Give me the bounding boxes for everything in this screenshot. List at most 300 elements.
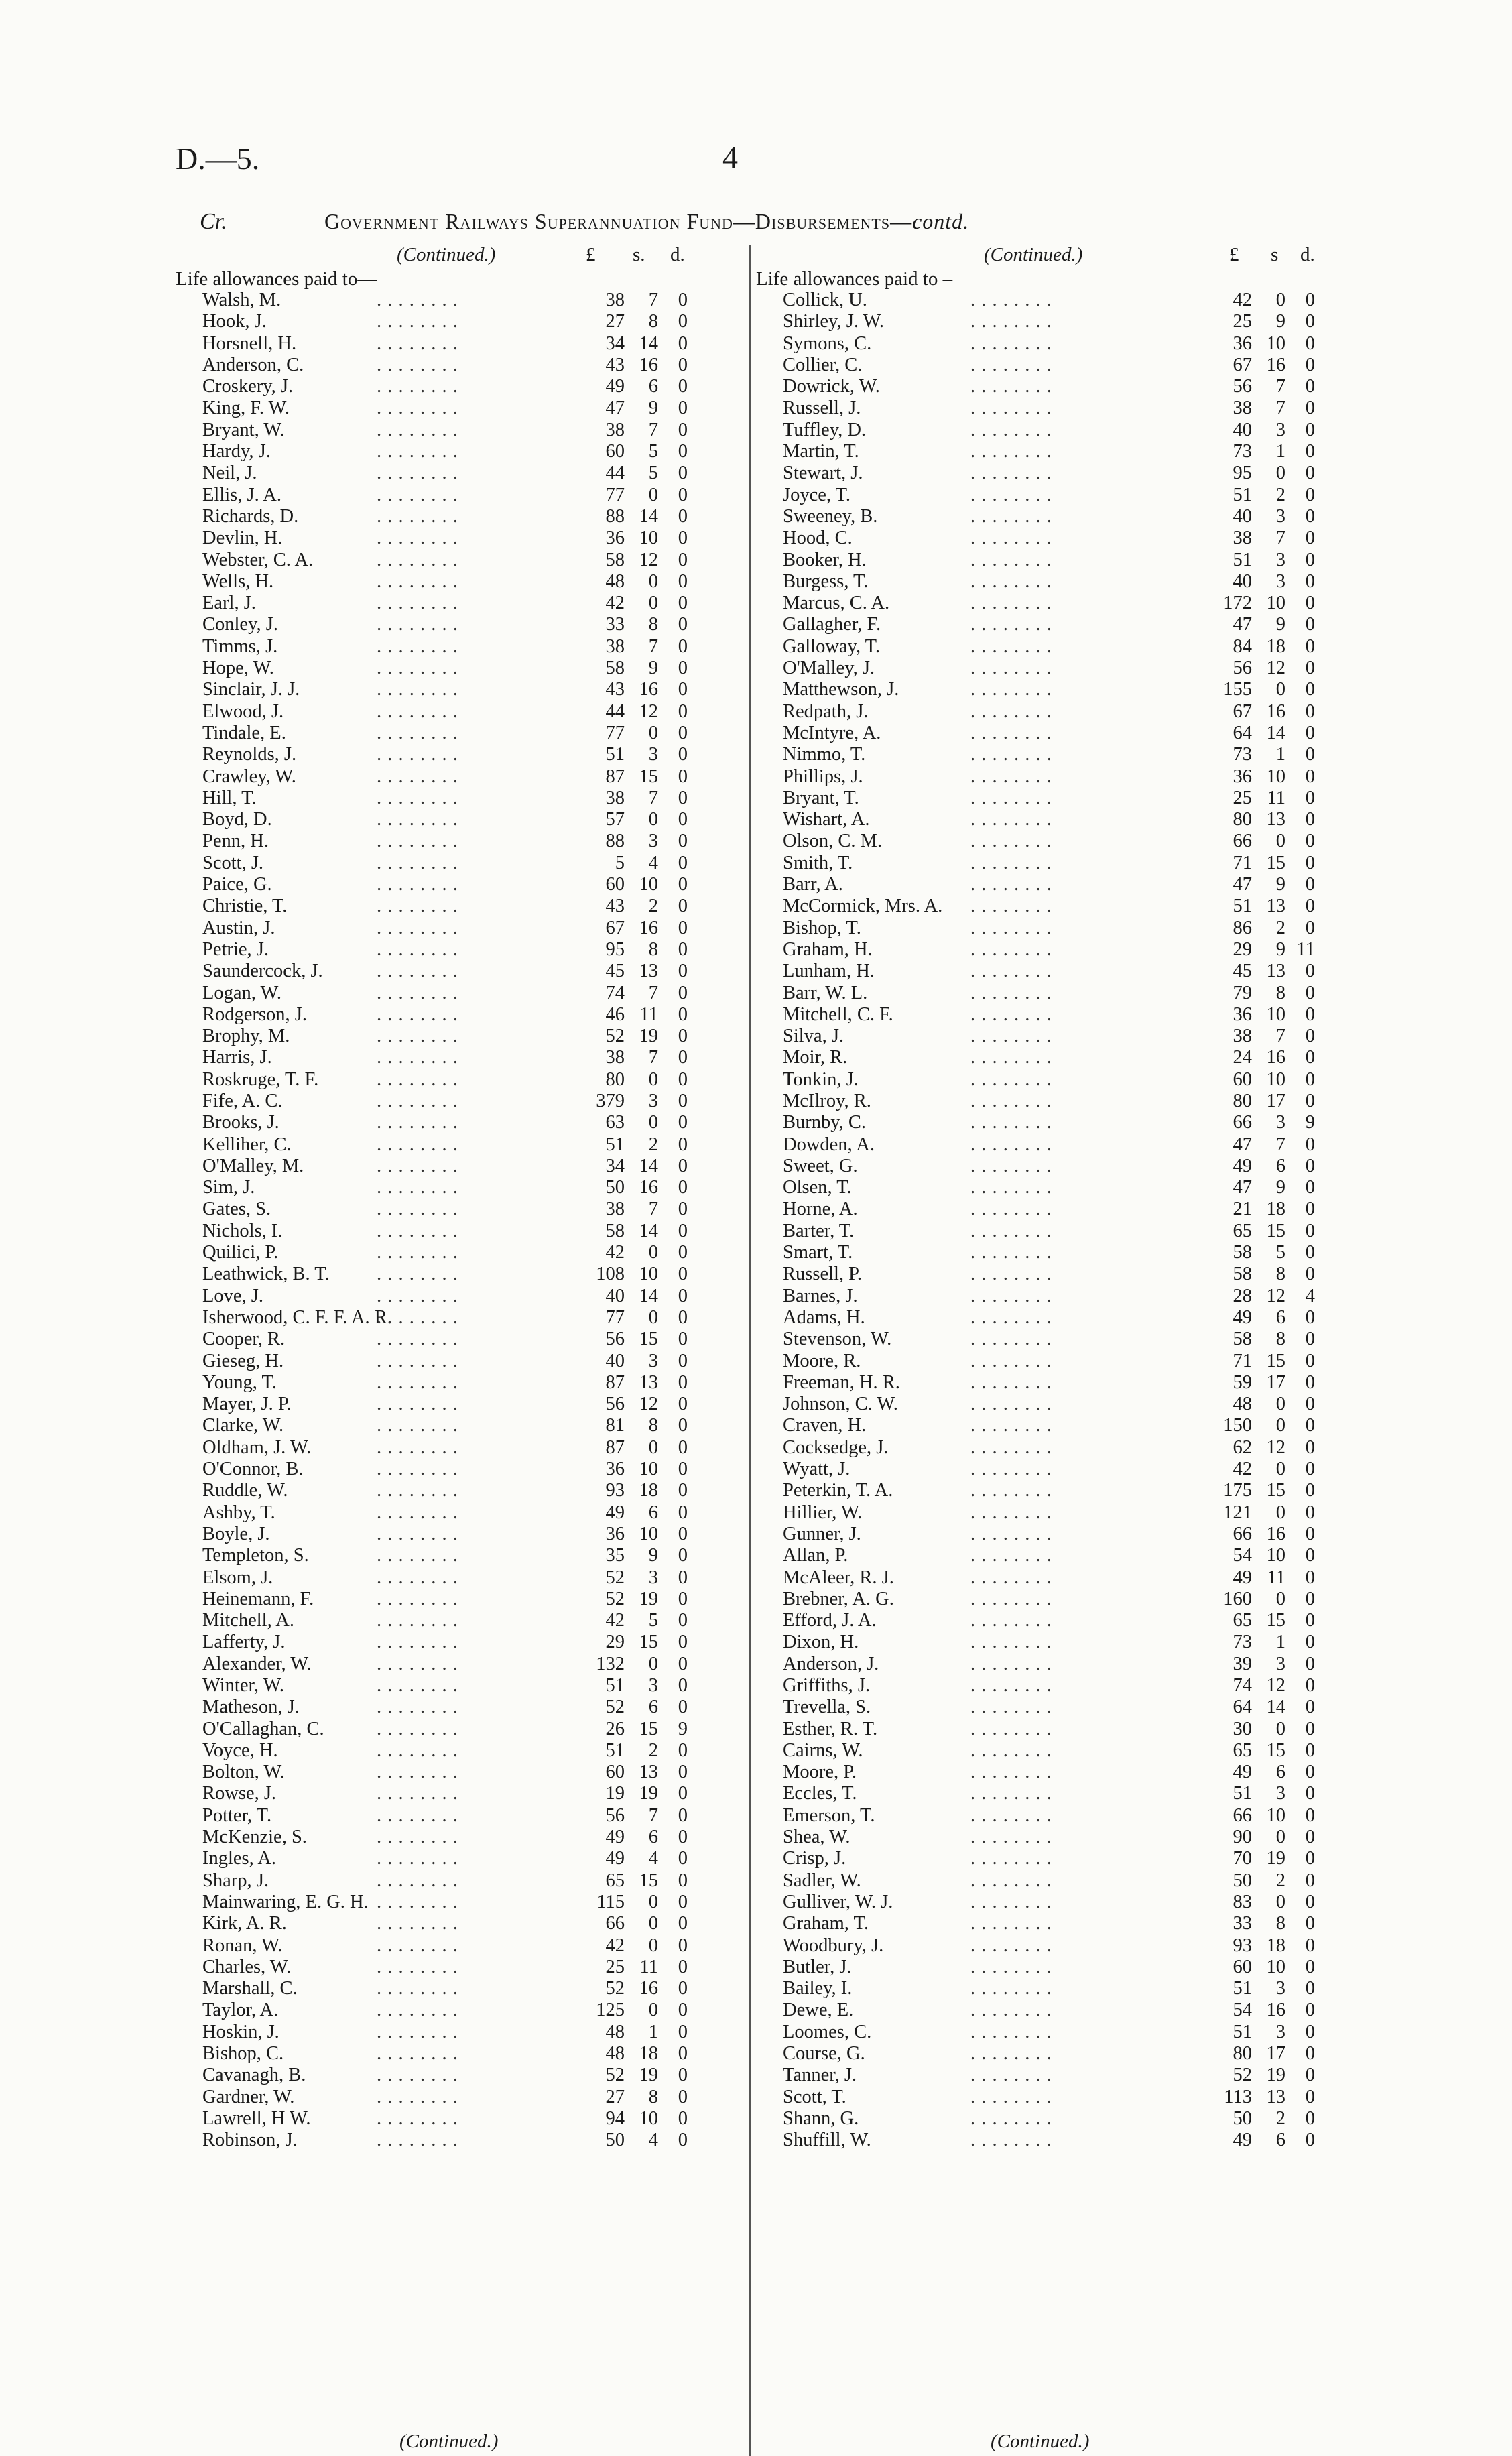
amount-pence: 0 bbox=[678, 1501, 688, 1523]
amount-pounds: 115 bbox=[596, 1891, 625, 1912]
amount-pounds: 62 bbox=[1233, 1436, 1252, 1458]
leader-dots: . . . . . . . . bbox=[377, 1978, 458, 2000]
allowance-name: Hardy, J. bbox=[202, 441, 271, 463]
amount-pounds: 25 bbox=[1233, 787, 1252, 808]
allowance-name: Bolton, W. bbox=[202, 1762, 285, 1783]
allowance-name: Moore, R. bbox=[783, 1350, 861, 1371]
amount-pounds: 44 bbox=[605, 463, 625, 484]
amount-pounds: 84 bbox=[1233, 635, 1252, 657]
amount-shillings: 0 bbox=[648, 1436, 658, 1458]
leader-dots: . . . . . . . . bbox=[377, 1047, 458, 1068]
table-row bbox=[176, 1415, 745, 1436]
amount-shillings: 19 bbox=[1266, 2065, 1285, 2086]
allowance-name: Walsh, M. bbox=[202, 290, 281, 310]
table-row bbox=[176, 485, 745, 506]
allowance-name: Symons, C. bbox=[783, 332, 872, 354]
leader-dots: . . . . . . . . bbox=[377, 917, 458, 938]
table-row bbox=[176, 1524, 745, 1545]
leader-dots: . . . . . . . . bbox=[377, 982, 458, 1003]
amount-pounds: 51 bbox=[605, 1133, 625, 1155]
allowance-name: Horsnell, H. bbox=[202, 332, 297, 354]
amount-shillings: 3 bbox=[1275, 1783, 1285, 1804]
leader-dots: . . . . . . . . bbox=[970, 1610, 1052, 1632]
leader-dots: . . . . . . . . bbox=[377, 1848, 458, 1869]
leader-dots: . . . . . . . . bbox=[970, 549, 1052, 570]
leader-dots: . . . . . . . . bbox=[970, 570, 1052, 592]
amount-pence: 0 bbox=[678, 549, 688, 570]
amount-pounds: 155 bbox=[1223, 679, 1252, 700]
amount-shillings: 1 bbox=[1275, 441, 1285, 463]
amount-pence: 0 bbox=[678, 1891, 688, 1912]
allowance-name: Collier, C. bbox=[783, 354, 863, 375]
leader-dots: . . . . . . . . bbox=[377, 1415, 458, 1436]
amount-pounds: 21 bbox=[1233, 1199, 1252, 1220]
amount-pounds: 87 bbox=[605, 1436, 625, 1458]
amount-pence: 0 bbox=[678, 1632, 688, 1653]
leader-dots: . . . . . . . . bbox=[377, 376, 458, 397]
amount-shillings: 3 bbox=[1275, 570, 1285, 592]
amount-pounds: 47 bbox=[1233, 1177, 1252, 1199]
table-row bbox=[176, 1394, 745, 1415]
leader-dots: . . . . . . . . bbox=[970, 354, 1052, 375]
allowance-name: Hood, C. bbox=[783, 528, 853, 549]
leader-dots: . . . . . . . . bbox=[970, 1762, 1052, 1783]
leader-dots: . . . . . . . . bbox=[970, 1047, 1052, 1068]
amount-shillings: 4 bbox=[648, 2130, 658, 2151]
amount-pence: 0 bbox=[1305, 397, 1315, 419]
allowance-name: Course, G. bbox=[783, 2043, 865, 2065]
amount-pence: 0 bbox=[1305, 484, 1315, 505]
table-row bbox=[176, 1156, 745, 1177]
amount-shillings: 6 bbox=[1275, 1306, 1285, 1328]
leader-dots: . . . . . . . . bbox=[377, 1956, 458, 1977]
amount-pence: 0 bbox=[678, 1827, 688, 1848]
table-row bbox=[176, 1848, 745, 1869]
leader-dots: . . . . . . . . bbox=[970, 1501, 1052, 1523]
leader-dots: . . . . . . . . bbox=[970, 765, 1052, 787]
table-row bbox=[176, 1112, 745, 1133]
allowance-name: Penn, H. bbox=[202, 831, 269, 852]
allowance-name: Galloway, T. bbox=[783, 635, 881, 657]
allowance-name: Tindale, E. bbox=[202, 722, 286, 743]
amount-shillings: 7 bbox=[1275, 1026, 1285, 1047]
leader-dots: . . . . . . . . bbox=[970, 1804, 1052, 1826]
table-row bbox=[176, 1740, 745, 1762]
amount-pence: 0 bbox=[1305, 1804, 1315, 1826]
amount-pence: 0 bbox=[678, 917, 688, 938]
table-row bbox=[756, 506, 1339, 528]
amount-pounds: 58 bbox=[605, 549, 625, 570]
amount-pence: 4 bbox=[1305, 1285, 1315, 1306]
amount-pounds: 49 bbox=[1233, 1306, 1252, 1328]
table-row bbox=[176, 2130, 745, 2151]
allowance-name: Bryant, T. bbox=[783, 787, 859, 808]
amount-pounds: 45 bbox=[1233, 961, 1252, 982]
amount-pounds: 80 bbox=[1233, 809, 1252, 831]
amount-shillings: 13 bbox=[639, 1762, 658, 1783]
allowance-name: Mainwaring, E. G. H. bbox=[202, 1891, 369, 1912]
amount-pounds: 5 bbox=[615, 852, 625, 873]
table-row bbox=[756, 355, 1339, 376]
amount-pounds: 121 bbox=[1223, 1501, 1252, 1523]
amount-pence: 0 bbox=[678, 1242, 688, 1264]
allowance-name: Elwood, J. bbox=[202, 700, 284, 722]
amount-pence: 0 bbox=[678, 528, 688, 549]
amount-shillings: 2 bbox=[1275, 1869, 1285, 1891]
leader-dots: . . . . . . . . bbox=[970, 505, 1052, 527]
amount-pounds: 95 bbox=[605, 938, 625, 960]
leader-dots: . . . . . . . . bbox=[970, 1415, 1052, 1436]
leader-dots: . . . . . . . . bbox=[377, 658, 458, 679]
amount-pounds: 93 bbox=[1233, 1935, 1252, 1956]
amount-pounds: 51 bbox=[1233, 896, 1252, 917]
table-row bbox=[176, 333, 745, 355]
leader-dots: . . . . . . . . bbox=[970, 809, 1052, 831]
amount-shillings: 0 bbox=[648, 2000, 658, 2021]
leader-dots: . . . . . . . . bbox=[970, 1199, 1052, 1220]
amount-shillings: 10 bbox=[639, 2107, 658, 2129]
amount-pence: 0 bbox=[678, 1371, 688, 1393]
table-row bbox=[176, 1004, 745, 1026]
allowance-name: Bishop, T. bbox=[783, 917, 861, 938]
allowance-name: Hope, W. bbox=[202, 658, 274, 679]
table-row bbox=[756, 1870, 1339, 1892]
leader-dots: . . . . . . . . bbox=[970, 1329, 1052, 1350]
amount-pence: 0 bbox=[678, 2107, 688, 2129]
allowance-name: Tuffley, D. bbox=[783, 419, 867, 440]
allowance-name: Dowden, A. bbox=[783, 1133, 875, 1155]
amount-pounds: 60 bbox=[605, 441, 625, 463]
table-row bbox=[176, 1459, 745, 1480]
leader-dots: . . . . . . . . bbox=[970, 1112, 1052, 1133]
leader-dots: . . . . . . . . bbox=[970, 2065, 1052, 2086]
table-row bbox=[756, 809, 1339, 831]
amount-pence: 0 bbox=[1305, 2021, 1315, 2042]
amount-pounds: 51 bbox=[1233, 484, 1252, 505]
allowance-name: Sim, J. bbox=[202, 1177, 255, 1199]
amount-pounds: 42 bbox=[605, 1242, 625, 1264]
amount-shillings: 10 bbox=[639, 528, 658, 549]
amount-pence: 0 bbox=[678, 332, 688, 354]
leader-dots: . . . . . . . . bbox=[377, 1739, 458, 1761]
leader-dots: . . . . . . . . bbox=[970, 831, 1052, 852]
amount-pounds: 67 bbox=[605, 917, 625, 938]
table-row bbox=[176, 1913, 745, 1935]
allowance-name: Hillier, W. bbox=[783, 1501, 863, 1523]
leader-dots: . . . . . . . . bbox=[377, 2130, 458, 2151]
amount-pence: 0 bbox=[678, 1026, 688, 1047]
table-row bbox=[176, 1783, 745, 1804]
amount-shillings: 16 bbox=[639, 354, 658, 375]
amount-pence: 0 bbox=[1305, 1068, 1315, 1090]
leader-dots: . . . . . . . . bbox=[970, 1567, 1052, 1588]
title-contd: contd. bbox=[912, 209, 970, 233]
left-pence-header: d. bbox=[670, 244, 685, 265]
amount-pounds: 52 bbox=[1233, 2065, 1252, 2086]
amount-pounds: 60 bbox=[1233, 1956, 1252, 1977]
right-footer-continued: (Continued.) bbox=[991, 2431, 1090, 2452]
leader-dots: . . . . . . . . bbox=[970, 1242, 1052, 1264]
amount-pounds: 52 bbox=[605, 1588, 625, 1609]
leader-dots: . . . . . . . . bbox=[970, 441, 1052, 463]
amount-shillings: 17 bbox=[1266, 2043, 1285, 2065]
leader-dots: . . . . . . . . bbox=[377, 549, 458, 570]
amount-pence: 0 bbox=[1305, 1545, 1315, 1567]
table-row bbox=[176, 571, 745, 593]
table-row bbox=[756, 2043, 1339, 2065]
amount-pounds: 88 bbox=[605, 831, 625, 852]
amount-pounds: 38 bbox=[1233, 528, 1252, 549]
amount-pounds: 71 bbox=[1233, 1350, 1252, 1371]
amount-pence: 0 bbox=[678, 744, 688, 765]
allowance-name: Love, J. bbox=[202, 1285, 264, 1306]
table-row bbox=[756, 1848, 1339, 1869]
leader-dots: . . . . . . . . bbox=[377, 679, 458, 700]
allowance-name: Lafferty, J. bbox=[202, 1632, 286, 1653]
leader-dots: . . . . . . . . bbox=[377, 1371, 458, 1393]
allowance-name: Charles, W. bbox=[202, 1956, 292, 1977]
allowance-name: Matthewson, J. bbox=[783, 679, 899, 700]
leader-dots: . . . . . . . . bbox=[970, 1371, 1052, 1393]
allowance-name: Stevenson, W. bbox=[783, 1329, 892, 1350]
amount-pence: 0 bbox=[678, 354, 688, 375]
allowance-name: Templeton, S. bbox=[202, 1545, 309, 1567]
table-row bbox=[756, 1199, 1339, 1220]
amount-pence: 0 bbox=[1305, 809, 1315, 831]
leader-dots: . . . . . . . . bbox=[970, 1913, 1052, 1935]
amount-shillings: 8 bbox=[1275, 1913, 1285, 1935]
leader-dots: . . . . . . . . bbox=[377, 2021, 458, 2042]
allowance-name: Oldham, J. W. bbox=[202, 1436, 312, 1458]
title-main: Government Railways Superannuation Fund—Disbursements— bbox=[324, 209, 913, 233]
amount-pence: 0 bbox=[1305, 1956, 1315, 1977]
amount-pence: 0 bbox=[1305, 419, 1315, 440]
amount-shillings: 15 bbox=[1266, 1739, 1285, 1761]
leader-dots: . . . . . . . . bbox=[377, 1090, 458, 1111]
allowance-name: Logan, W. bbox=[202, 982, 281, 1003]
amount-shillings: 9 bbox=[648, 397, 658, 419]
amount-shillings: 2 bbox=[1275, 484, 1285, 505]
amount-pounds: 25 bbox=[605, 1956, 625, 1977]
allowance-name: Nichols, I. bbox=[202, 1220, 283, 1241]
allowance-name: Cooper, R. bbox=[202, 1329, 286, 1350]
allowance-name: Ellis, J. A. bbox=[202, 484, 281, 505]
amount-pounds: 36 bbox=[1233, 332, 1252, 354]
table-row bbox=[176, 918, 745, 939]
amount-pence: 0 bbox=[678, 1220, 688, 1241]
leader-dots: . . . . . . . . bbox=[970, 2130, 1052, 2151]
amount-shillings: 9 bbox=[1275, 874, 1285, 896]
table-row bbox=[176, 376, 745, 397]
amount-pounds: 19 bbox=[605, 1783, 625, 1804]
table-row bbox=[756, 744, 1339, 765]
amount-pence: 0 bbox=[678, 722, 688, 743]
amount-pounds: 66 bbox=[1233, 1804, 1252, 1826]
amount-pence: 0 bbox=[1305, 1632, 1315, 1653]
leader-dots: . . . . . . . . bbox=[377, 614, 458, 635]
amount-pence: 0 bbox=[678, 1913, 688, 1935]
amount-pounds: 45 bbox=[605, 961, 625, 982]
amount-pence: 0 bbox=[1305, 2086, 1315, 2107]
leader-dots: . . . . . . . . bbox=[970, 658, 1052, 679]
amount-shillings: 0 bbox=[1275, 1394, 1285, 1415]
amount-pounds: 58 bbox=[1233, 1242, 1252, 1264]
amount-shillings: 14 bbox=[639, 332, 658, 354]
allowance-name: Quilici, P. bbox=[202, 1242, 279, 1264]
amount-pence: 0 bbox=[1305, 2000, 1315, 2021]
amount-pounds: 80 bbox=[1233, 2043, 1252, 2065]
amount-shillings: 3 bbox=[648, 1567, 658, 1588]
amount-pounds: 38 bbox=[605, 419, 625, 440]
amount-shillings: 3 bbox=[1275, 549, 1285, 570]
amount-pounds: 65 bbox=[1233, 1610, 1252, 1632]
amount-shillings: 10 bbox=[1266, 1003, 1285, 1025]
amount-shillings: 9 bbox=[1275, 311, 1285, 332]
allowance-name: Timms, J. bbox=[202, 635, 278, 657]
amount-pence: 0 bbox=[1305, 1047, 1315, 1068]
amount-shillings: 5 bbox=[648, 441, 658, 463]
amount-shillings: 8 bbox=[648, 311, 658, 332]
amount-pounds: 38 bbox=[1233, 397, 1252, 419]
amount-pounds: 47 bbox=[1233, 874, 1252, 896]
amount-pence: 0 bbox=[1305, 1306, 1315, 1328]
allowance-name: Sweet, G. bbox=[783, 1155, 858, 1176]
left-rows bbox=[176, 290, 745, 2152]
amount-pence: 0 bbox=[678, 570, 688, 592]
amount-shillings: 12 bbox=[1266, 658, 1285, 679]
allowance-name: Anderson, J. bbox=[783, 1653, 879, 1674]
leader-dots: . . . . . . . . bbox=[377, 1762, 458, 1783]
amount-shillings: 10 bbox=[639, 874, 658, 896]
amount-pounds: 30 bbox=[1233, 1718, 1252, 1739]
table-row bbox=[176, 614, 745, 635]
amount-shillings: 3 bbox=[648, 831, 658, 852]
amount-pence: 0 bbox=[1305, 463, 1315, 484]
amount-pounds: 66 bbox=[1233, 831, 1252, 852]
allowance-name: Brebner, A. G. bbox=[783, 1588, 894, 1609]
allowance-name: Marcus, C. A. bbox=[783, 593, 890, 614]
allowance-name: Crisp, J. bbox=[783, 1848, 846, 1869]
amount-pounds: 49 bbox=[1233, 1155, 1252, 1176]
amount-shillings: 8 bbox=[648, 614, 658, 635]
allowance-name: Neil, J. bbox=[202, 463, 257, 484]
leader-dots: . . . . . . . . bbox=[377, 1242, 458, 1264]
amount-pence: 0 bbox=[678, 1978, 688, 2000]
amount-shillings: 15 bbox=[639, 1869, 658, 1891]
amount-shillings: 1 bbox=[648, 2021, 658, 2042]
table-row bbox=[176, 961, 745, 982]
table-row bbox=[176, 1697, 745, 1718]
leader-dots: . . . . . . . . bbox=[377, 635, 458, 657]
amount-pounds: 125 bbox=[596, 2000, 625, 2021]
amount-pence: 0 bbox=[678, 1653, 688, 1674]
amount-pence: 0 bbox=[678, 938, 688, 960]
table-row bbox=[756, 766, 1339, 788]
amount-shillings: 9 bbox=[1275, 938, 1285, 960]
allowance-name: Ingles, A. bbox=[202, 1848, 277, 1869]
amount-pounds: 73 bbox=[1233, 744, 1252, 765]
amount-pounds: 58 bbox=[1233, 1329, 1252, 1350]
amount-shillings: 16 bbox=[1266, 1047, 1285, 1068]
amount-pounds: 24 bbox=[1233, 1047, 1252, 1068]
amount-pounds: 87 bbox=[605, 1371, 625, 1393]
amount-pounds: 56 bbox=[605, 1804, 625, 1826]
table-row bbox=[756, 593, 1339, 614]
allowance-name: Woodbury, J. bbox=[783, 1935, 884, 1956]
amount-pounds: 81 bbox=[605, 1415, 625, 1436]
amount-shillings: 7 bbox=[648, 635, 658, 657]
amount-shillings: 15 bbox=[1266, 1480, 1285, 1501]
amount-shillings: 7 bbox=[648, 1047, 658, 1068]
amount-pence: 0 bbox=[1305, 1177, 1315, 1199]
amount-pounds: 34 bbox=[605, 332, 625, 354]
amount-pounds: 56 bbox=[1233, 376, 1252, 397]
amount-pounds: 38 bbox=[605, 290, 625, 310]
leader-dots: . . . . . . . . bbox=[970, 852, 1052, 873]
table-row bbox=[756, 1827, 1339, 1848]
table-row bbox=[756, 397, 1339, 419]
amount-pounds: 57 bbox=[605, 809, 625, 831]
amount-shillings: 11 bbox=[1267, 787, 1285, 808]
allowance-name: Gunner, J. bbox=[783, 1523, 861, 1544]
amount-pence: 0 bbox=[678, 1545, 688, 1567]
table-row bbox=[176, 1069, 745, 1091]
amount-pounds: 27 bbox=[605, 311, 625, 332]
amount-shillings: 14 bbox=[639, 505, 658, 527]
leader-dots: . . . . . . . . bbox=[377, 1264, 458, 1285]
table-row bbox=[756, 1459, 1339, 1480]
amount-shillings: 9 bbox=[648, 658, 658, 679]
amount-shillings: 16 bbox=[639, 679, 658, 700]
amount-shillings: 16 bbox=[1266, 1523, 1285, 1544]
amount-pence: 0 bbox=[678, 1394, 688, 1415]
amount-pence: 0 bbox=[678, 397, 688, 419]
allowance-name: Horne, A. bbox=[783, 1199, 858, 1220]
amount-pence: 0 bbox=[678, 2043, 688, 2065]
amount-pence: 0 bbox=[1305, 1220, 1315, 1241]
right-column bbox=[756, 244, 1339, 2152]
table-row bbox=[176, 2043, 745, 2065]
amount-pence: 0 bbox=[1305, 896, 1315, 917]
leader-dots: . . . . . . . . bbox=[377, 722, 458, 743]
table-row bbox=[756, 485, 1339, 506]
leader-dots: . . . . . . . . bbox=[377, 1350, 458, 1371]
amount-pounds: 65 bbox=[1233, 1220, 1252, 1241]
amount-shillings: 2 bbox=[1275, 2107, 1285, 2129]
amount-pounds: 51 bbox=[1233, 2021, 1252, 2042]
allowance-name: Austin, J. bbox=[202, 917, 275, 938]
amount-pence: 0 bbox=[1305, 593, 1315, 614]
allowance-name: Earl, J. bbox=[202, 593, 256, 614]
table-row bbox=[176, 1502, 745, 1524]
allowance-name: Dewe, E. bbox=[783, 2000, 854, 2021]
amount-pounds: 48 bbox=[605, 2043, 625, 2065]
allowance-name: Booker, H. bbox=[783, 549, 867, 570]
amount-pence: 0 bbox=[678, 635, 688, 657]
amount-shillings: 13 bbox=[1266, 809, 1285, 831]
amount-shillings: 9 bbox=[1275, 614, 1285, 635]
amount-shillings: 7 bbox=[1275, 1133, 1285, 1155]
amount-shillings: 3 bbox=[648, 1350, 658, 1371]
table-row bbox=[756, 874, 1339, 896]
allowance-name: O'Connor, B. bbox=[202, 1459, 304, 1480]
leader-dots: . . . . . . . . bbox=[970, 593, 1052, 614]
table-row bbox=[176, 1047, 745, 1068]
amount-shillings: 0 bbox=[1275, 463, 1285, 484]
amount-pounds: 56 bbox=[605, 1394, 625, 1415]
leader-dots: . . . . . . . . bbox=[377, 570, 458, 592]
amount-pounds: 35 bbox=[605, 1545, 625, 1567]
